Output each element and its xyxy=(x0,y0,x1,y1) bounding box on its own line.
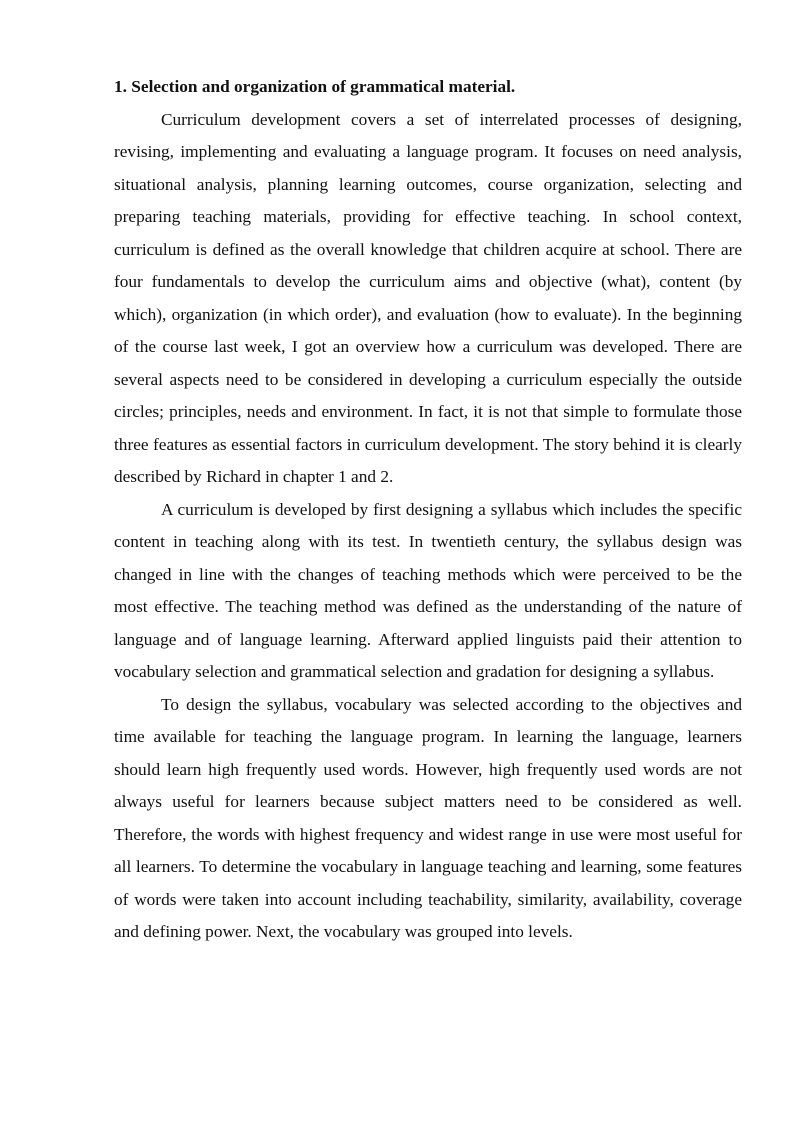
paragraph-curriculum-development: Curriculum development covers a set of interrelated processes of designing, revising, implementing and evaluating a language program. It focuses on need analysis, situational analysis, planning learning outcomes, course organization, selecting and preparing teaching materials, providing for effective teaching. In school context, curriculum is defined as the overall knowledge that children acquire at school. There are four fundamentals to develop the curriculum aims and objective (what), content (by which), organization (in which order), and evaluation (how to evaluate). In the beginning of the course last week, I got an overview how a curriculum was developed. There are several aspects need to be considered in developing a curriculum especially the outside circles; principles, needs and environment. In fact, it is not that simple to formulate those three features as essential factors in curriculum development. The story behind it is clearly described by Richard in chapter 1 and 2. xyxy=(114,109,742,486)
paragraph-syllabus-design: A curriculum is developed by first designing a syllabus which includes the specific content in teaching along with its test. In twentieth century, the syllabus design was changed in line with the changes of teaching methods which were perceived to be the most effective. The teaching method was defined as the understanding of the nature of language and of language learning. Afterward applied linguists paid their attention to vocabulary selection and grammatical selection and gradation for designing a syllabus. xyxy=(114,499,742,681)
document-page xyxy=(114,71,742,949)
paragraph-vocabulary-selection: To design the syllabus, vocabulary was selected according to the objectives and time available for teaching the language program. In learning the language, learners should learn high frequently used words. However, high frequently used words are not always useful for learners because subject matters need to be considered as well. Therefore, the words with highest frequency and widest range in use were most useful for all learners. To determine the vocabulary in language teaching and learning, some features of words were taken into account including teachability, similarity, availability, coverage and defining power. Next, the vocabulary was grouped into levels. xyxy=(114,694,742,941)
section-heading: 1. Selection and organization of grammatical material. xyxy=(114,77,516,96)
